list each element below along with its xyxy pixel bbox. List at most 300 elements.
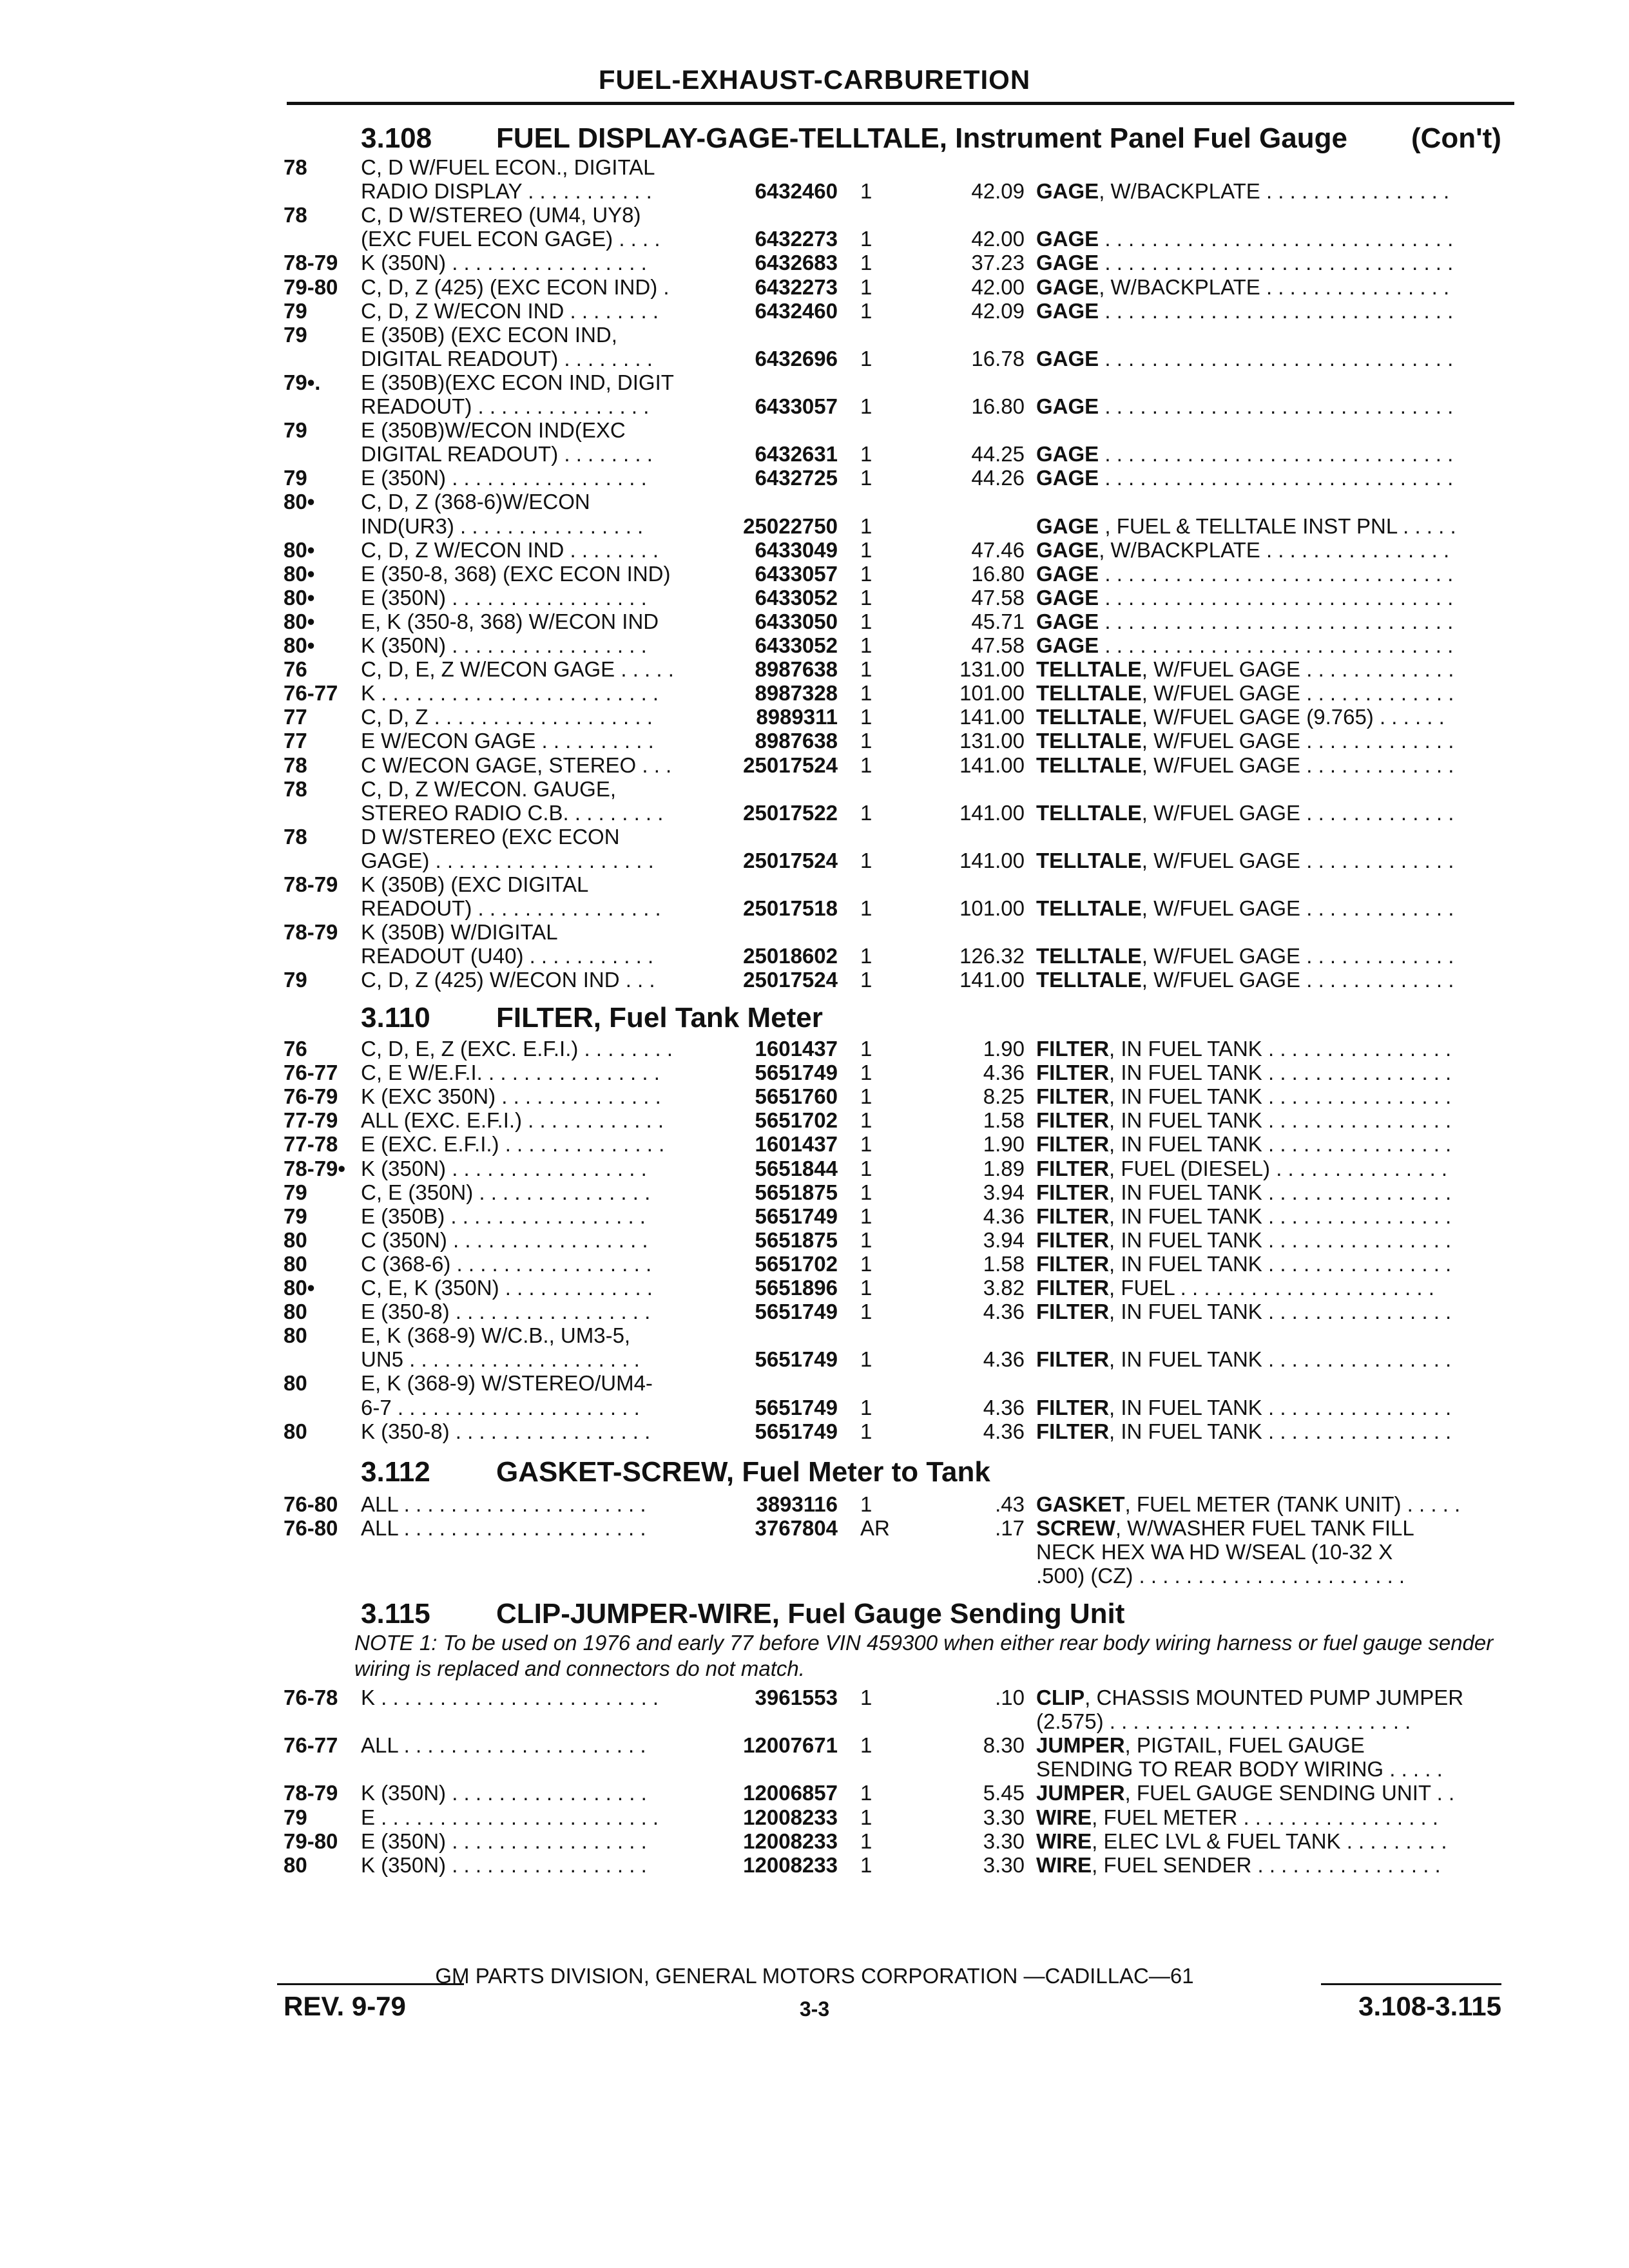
description: TELLTALE, W/FUEL GAGE . . . . . . . . . . . . .: [1036, 657, 1454, 681]
application: K (EXC 350N) . . . . . . . . . . . . . .: [361, 1084, 661, 1108]
quantity: 1: [860, 466, 872, 490]
quantity: 1: [860, 610, 872, 633]
price: 8.25: [983, 1084, 1025, 1108]
price: 3.94: [983, 1180, 1025, 1204]
table-row: [0, 1275, 1629, 1301]
price: 3.30: [983, 1853, 1025, 1877]
section-number: 3.112: [361, 1456, 430, 1488]
price: 4.36: [983, 1300, 1025, 1323]
price: 141.00: [959, 705, 1025, 729]
part-number: 6432683: [755, 251, 838, 274]
table-row: [0, 274, 1629, 300]
quantity: 1: [860, 538, 872, 562]
footer-page-number: 3-3: [799, 1997, 830, 2021]
application: E W/ECON GAGE . . . . . . . . . .: [361, 729, 654, 753]
application: E (350N) . . . . . . . . . . . . . . . . .: [361, 586, 647, 610]
application: E, K (368-9) W/STEREO/UM4-: [361, 1371, 653, 1395]
quantity: 1: [860, 1686, 872, 1709]
application: E (350B) . . . . . . . . . . . . . . . . .: [361, 1204, 646, 1228]
table-row: [0, 370, 1629, 396]
application: DIGITAL READOUT) . . . . . . . .: [361, 347, 653, 370]
quantity: 1: [860, 1204, 872, 1228]
part-number: 5651749: [755, 1061, 838, 1084]
description: WIRE, ELEC LVL & FUEL TANK . . . . . . . . .: [1036, 1829, 1447, 1853]
model-year: 79: [284, 466, 307, 490]
part-number: 5651844: [755, 1157, 838, 1180]
table-row: [0, 1492, 1629, 1517]
description: GAGE , FUEL & TELLTALE INST PNL . . . . .: [1036, 514, 1456, 538]
quantity: 1: [860, 1300, 872, 1323]
table-row: [0, 680, 1629, 706]
part-number: 6433052: [755, 633, 838, 657]
table-row: [0, 441, 1629, 467]
description: FILTER, IN FUEL TANK . . . . . . . . . . . . . . . .: [1036, 1419, 1452, 1443]
quantity: 1: [860, 179, 872, 203]
description: GAGE . . . . . . . . . . . . . . . . . . . . . . . . . . . . . .: [1036, 610, 1454, 633]
quantity: 1: [860, 1853, 872, 1877]
quantity: 1: [860, 1492, 872, 1516]
price: 141.00: [959, 849, 1025, 872]
price: 4.36: [983, 1419, 1025, 1443]
table-row: [0, 1709, 1629, 1735]
application: K (350N) . . . . . . . . . . . . . . . . .: [361, 1157, 647, 1180]
application: C, D, Z . . . . . . . . . . . . . . . . . . .: [361, 705, 653, 729]
description: JUMPER, PIGTAIL, FUEL GAUGE: [1036, 1733, 1365, 1757]
part-number: 6433057: [755, 394, 838, 418]
table-row: [0, 872, 1629, 898]
model-year: 78-79: [284, 920, 338, 944]
footer-publisher: GM PARTS DIVISION, GENERAL MOTORS CORPORATION —CADILLAC—61: [435, 1964, 1194, 1988]
quantity: 1: [860, 681, 872, 705]
model-year: 78-79•: [284, 1157, 345, 1180]
part-number: 5651760: [755, 1084, 838, 1108]
description: TELLTALE, W/FUEL GAGE . . . . . . . . . . . . .: [1036, 681, 1454, 705]
quantity: 1: [860, 896, 872, 920]
quantity: 1: [860, 1132, 872, 1156]
quantity: 1: [860, 1084, 872, 1108]
table-row: [0, 633, 1629, 658]
model-year: 80•: [284, 538, 315, 562]
application: UN5 . . . . . . . . . . . . . . . . . . . .: [361, 1347, 640, 1371]
quantity: 1: [860, 968, 872, 992]
model-year: 79-80: [284, 275, 338, 299]
part-number: 8987328: [755, 681, 838, 705]
part-number: 5651749: [755, 1419, 838, 1443]
price: 16.80: [971, 394, 1025, 418]
price: 131.00: [959, 657, 1025, 681]
price: 16.78: [971, 347, 1025, 370]
table-row: [0, 1084, 1629, 1110]
table-row: [0, 1156, 1629, 1182]
model-year: 76-77: [284, 681, 338, 705]
price: 3.94: [983, 1228, 1025, 1252]
application: RADIO DISPLAY . . . . . . . . . . .: [361, 179, 652, 203]
price: 3.30: [983, 1805, 1025, 1829]
table-row: [0, 250, 1629, 276]
price: 5.45: [983, 1781, 1025, 1805]
application: K . . . . . . . . . . . . . . . . . . . . . . . .: [361, 681, 659, 705]
description: TELLTALE, W/FUEL GAGE . . . . . . . . . . . . .: [1036, 968, 1454, 992]
section-heading: FUEL DISPLAY-GAGE-TELLTALE, Instrument Panel Fuel Gauge: [496, 122, 1347, 154]
description: (2.575) . . . . . . . . . . . . . . . . . . . . . . . . . .: [1036, 1709, 1411, 1733]
model-year: 80•: [284, 610, 315, 633]
part-number: 5651702: [755, 1108, 838, 1132]
table-row: [0, 776, 1629, 802]
table-row: [0, 346, 1629, 372]
model-year: 80•: [284, 562, 315, 586]
model-year: 78: [284, 753, 307, 777]
table-row: [0, 1733, 1629, 1758]
application: K (350B) W/DIGITAL: [361, 920, 558, 944]
description: GAGE . . . . . . . . . . . . . . . . . . . . . . . . . . . . . .: [1036, 466, 1454, 490]
price: 101.00: [959, 681, 1025, 705]
model-year: 80: [284, 1228, 307, 1252]
quantity: 1: [860, 227, 872, 251]
table-row: [0, 1515, 1629, 1541]
description: SCREW, W/WASHER FUEL TANK FILL: [1036, 1516, 1414, 1540]
part-number: 12008233: [743, 1829, 838, 1853]
table-row: [0, 1852, 1629, 1878]
table-row: [0, 1395, 1629, 1421]
price: 1.90: [983, 1132, 1025, 1156]
model-year: 79•.: [284, 370, 321, 394]
description: GAGE, W/BACKPLATE . . . . . . . . . . . . . . . .: [1036, 538, 1450, 562]
price: 42.00: [971, 275, 1025, 299]
table-row: [0, 1036, 1629, 1062]
section-heading: CLIP-JUMPER-WIRE, Fuel Gauge Sending Unit: [496, 1598, 1125, 1629]
price: 1.58: [983, 1108, 1025, 1132]
part-number: 3961553: [755, 1686, 838, 1709]
quantity: AR: [860, 1516, 890, 1540]
application: K (350N) . . . . . . . . . . . . . . . . .: [361, 633, 647, 657]
quantity: 1: [860, 753, 872, 777]
part-number: 6432460: [755, 179, 838, 203]
quantity: 1: [860, 299, 872, 323]
table-row: [0, 322, 1629, 348]
table-row: [0, 967, 1629, 993]
description: CLIP, CHASSIS MOUNTED PUMP JUMPER: [1036, 1686, 1464, 1709]
model-year: 79: [284, 1805, 307, 1829]
table-row: [0, 514, 1629, 539]
price: 131.00: [959, 729, 1025, 753]
model-year: 78-79: [284, 872, 338, 896]
application: C, D W/STEREO (UM4, UY8): [361, 203, 641, 227]
section-title: [361, 1002, 823, 1034]
description: TELLTALE, W/FUEL GAGE . . . . . . . . . . . . .: [1036, 896, 1454, 920]
model-year: 76-80: [284, 1516, 338, 1540]
description: GAGE . . . . . . . . . . . . . . . . . . . . . . . . . . . . . .: [1036, 251, 1454, 274]
table-row: [0, 919, 1629, 945]
application: GAGE) . . . . . . . . . . . . . . . . . . .: [361, 849, 654, 872]
table-row: [0, 585, 1629, 611]
application: IND(UR3) . . . . . . . . . . . . . . . .: [361, 514, 644, 538]
section-heading: GASKET-SCREW, Fuel Meter to Tank: [496, 1456, 990, 1488]
application: E . . . . . . . . . . . . . . . . . . . . . . . .: [361, 1805, 659, 1829]
application: C, E W/E.F.I. . . . . . . . . . . . . . . .: [361, 1061, 660, 1084]
application: C, E (350N) . . . . . . . . . . . . . . .: [361, 1180, 651, 1204]
price: 42.00: [971, 227, 1025, 251]
part-number: 1601437: [755, 1132, 838, 1156]
table-row: [0, 800, 1629, 826]
quantity: 1: [860, 275, 872, 299]
part-number: 25017518: [743, 896, 838, 920]
part-number: 25017524: [743, 968, 838, 992]
quantity: 1: [860, 394, 872, 418]
application: E, K (368-9) W/C.B., UM3-5,: [361, 1323, 631, 1347]
description: FILTER, IN FUEL TANK . . . . . . . . . . . . . . . .: [1036, 1037, 1452, 1061]
table-row: [0, 1227, 1629, 1253]
part-number: 8987638: [755, 657, 838, 681]
application: C, D, Z (368-6)W/ECON: [361, 490, 590, 514]
description: TELLTALE, W/FUEL GAGE . . . . . . . . . . . . .: [1036, 753, 1454, 777]
description: GAGE . . . . . . . . . . . . . . . . . . . . . . . . . . . . . .: [1036, 562, 1454, 586]
table-row: [0, 1563, 1629, 1589]
quantity: 1: [860, 1037, 872, 1061]
model-year: 78: [284, 777, 307, 801]
description: GAGE, W/BACKPLATE . . . . . . . . . . . . . . . .: [1036, 275, 1450, 299]
price: 42.09: [971, 179, 1025, 203]
model-year: 80: [284, 1853, 307, 1877]
table-row: [0, 848, 1629, 874]
part-number: 5651875: [755, 1228, 838, 1252]
table-row: [0, 657, 1629, 682]
part-number: 6432696: [755, 347, 838, 370]
price: 47.58: [971, 633, 1025, 657]
quantity: 1: [860, 1805, 872, 1829]
description: FILTER, IN FUEL TANK . . . . . . . . . . . . . . . .: [1036, 1180, 1452, 1204]
table-row: [0, 394, 1629, 419]
table-row: [0, 1805, 1629, 1831]
price: 126.32: [959, 944, 1025, 968]
price: 16.80: [971, 562, 1025, 586]
description: FILTER, IN FUEL TANK . . . . . . . . . . . . . . . .: [1036, 1108, 1452, 1132]
footer-section-range: 3.108-3.115: [1358, 1991, 1501, 2021]
model-year: 78: [284, 203, 307, 227]
table-row: [0, 178, 1629, 204]
part-number: 6433052: [755, 586, 838, 610]
table-row: [0, 1131, 1629, 1157]
model-year: 76-78: [284, 1686, 338, 1709]
model-year: 80•: [284, 586, 315, 610]
quantity: 1: [860, 586, 872, 610]
model-year: 76-77: [284, 1733, 338, 1757]
price: 8.30: [983, 1733, 1025, 1757]
model-year: 80: [284, 1371, 307, 1395]
application: C, D, E, Z W/ECON GAGE . . . . .: [361, 657, 674, 681]
model-year: 76-80: [284, 1492, 338, 1516]
application: STEREO RADIO C.B. . . . . . . . .: [361, 801, 664, 825]
part-number: 3893116: [756, 1492, 838, 1516]
application: ALL . . . . . . . . . . . . . . . . . . . . .: [361, 1492, 646, 1516]
page-header-title: FUEL-EXHAUST-CARBURETION: [598, 64, 1031, 95]
description: TELLTALE, W/FUEL GAGE . . . . . . . . . . . . .: [1036, 801, 1454, 825]
table-row: [0, 298, 1629, 324]
model-year: 79: [284, 968, 307, 992]
model-year: 79: [284, 1204, 307, 1228]
table-row: [0, 1204, 1629, 1229]
price: 141.00: [959, 968, 1025, 992]
application: E (EXC. E.F.I.) . . . . . . . . . . . . . .: [361, 1132, 665, 1156]
quantity: 1: [860, 849, 872, 872]
application: READOUT) . . . . . . . . . . . . . . . .: [361, 896, 661, 920]
table-row: [0, 1323, 1629, 1349]
description: FILTER, IN FUEL TANK . . . . . . . . . . . . . . . .: [1036, 1347, 1452, 1371]
table-row: [0, 1108, 1629, 1133]
part-number: 5651749: [755, 1347, 838, 1371]
part-number: 6432631: [755, 442, 838, 466]
quantity: 1: [860, 1228, 872, 1252]
price: 1.90: [983, 1037, 1025, 1061]
application: C, D, E, Z (EXC. E.F.I.) . . . . . . . .: [361, 1037, 673, 1061]
section-number: 3.110: [361, 1002, 430, 1033]
part-number: 25022750: [743, 514, 838, 538]
application: C, D, Z W/ECON. GAUGE,: [361, 777, 617, 801]
price: 141.00: [959, 801, 1025, 825]
table-row: [0, 753, 1629, 778]
application: (EXC FUEL ECON GAGE) . . . .: [361, 227, 660, 251]
table-row: [0, 728, 1629, 754]
description: TELLTALE, W/FUEL GAGE (9.765) . . . . . .: [1036, 705, 1445, 729]
model-year: 78-79: [284, 251, 338, 274]
table-row: [0, 1419, 1629, 1445]
description: GAGE . . . . . . . . . . . . . . . . . . . . . . . . . . . . . .: [1036, 299, 1454, 323]
price: .43: [995, 1492, 1025, 1516]
quantity: 1: [860, 944, 872, 968]
application: E (350B)W/ECON IND(EXC: [361, 418, 626, 442]
section-title: [361, 122, 1501, 155]
price: 1.58: [983, 1252, 1025, 1276]
model-year: 77-78: [284, 1132, 338, 1156]
table-row: [0, 202, 1629, 228]
application: K (350N) . . . . . . . . . . . . . . . . .: [361, 1853, 647, 1877]
table-row: [0, 943, 1629, 969]
price: 37.23: [971, 251, 1025, 274]
part-number: 12007671: [743, 1733, 838, 1757]
application: C, D, Z (425) W/ECON IND . . .: [361, 968, 655, 992]
description: FILTER, IN FUEL TANK . . . . . . . . . . . . . . . .: [1036, 1084, 1452, 1108]
application: E (350N) . . . . . . . . . . . . . . . . .: [361, 1829, 647, 1853]
model-year: 79: [284, 299, 307, 323]
quantity: 1: [860, 1347, 872, 1371]
application: C W/ECON GAGE, STEREO . . .: [361, 753, 672, 777]
model-year: 80: [284, 1300, 307, 1323]
part-number: 25017522: [743, 801, 838, 825]
application: C, D, Z W/ECON IND . . . . . . . .: [361, 299, 659, 323]
header-rule: [287, 102, 1514, 105]
price: 3.82: [983, 1276, 1025, 1300]
description: FILTER, FUEL . . . . . . . . . . . . . . . . . . . . . .: [1036, 1276, 1434, 1300]
price: 47.46: [971, 538, 1025, 562]
section-note: NOTE 1: To be used on 1976 and early 77 before VIN 459300 when either rear body wiring harness or fuel gauge sender wiring is replaced and connectors do not match.: [354, 1631, 1494, 1680]
quantity: 1: [860, 1419, 872, 1443]
price: 45.71: [971, 610, 1025, 633]
price: 44.25: [971, 442, 1025, 466]
application: C, E, K (350N) . . . . . . . . . . . . .: [361, 1276, 653, 1300]
table-row: [0, 1829, 1629, 1854]
model-year: 76-79: [284, 1084, 338, 1108]
model-year: 80•: [284, 1276, 315, 1300]
quantity: 1: [860, 1108, 872, 1132]
part-number: 8987638: [755, 729, 838, 753]
description: FILTER, IN FUEL TANK . . . . . . . . . . . . . . . .: [1036, 1204, 1452, 1228]
part-number: 5651702: [755, 1252, 838, 1276]
description: .500) (CZ) . . . . . . . . . . . . . . . . . . . . . . .: [1036, 1564, 1405, 1588]
application: ALL (EXC. E.F.I.) . . . . . . . . . . . .: [361, 1108, 664, 1132]
description: NECK HEX WA HD W/SEAL (10-32 X: [1036, 1540, 1393, 1564]
application: K (350-8) . . . . . . . . . . . . . . . . .: [361, 1419, 651, 1443]
quantity: 1: [860, 1061, 872, 1084]
model-year: 78: [284, 155, 307, 179]
model-year: 79-80: [284, 1829, 338, 1853]
description: FILTER, IN FUEL TANK . . . . . . . . . . . . . . . .: [1036, 1228, 1452, 1252]
model-year: 80•: [284, 633, 315, 657]
part-number: 6433057: [755, 562, 838, 586]
part-number: 12008233: [743, 1853, 838, 1877]
application: C, D W/FUEL ECON., DIGITAL: [361, 155, 655, 179]
description: SENDING TO REAR BODY WIRING . . . . .: [1036, 1757, 1443, 1781]
quantity: 1: [860, 1733, 872, 1757]
quantity: 1: [860, 705, 872, 729]
part-number: 6433050: [755, 610, 838, 633]
table-row: [0, 896, 1629, 921]
part-number: 6432460: [755, 299, 838, 323]
part-number: 5651896: [755, 1276, 838, 1300]
application: C, D, Z W/ECON IND . . . . . . . .: [361, 538, 659, 562]
model-year: 80: [284, 1419, 307, 1443]
part-number: 12006857: [743, 1781, 838, 1805]
description: TELLTALE, W/FUEL GAGE . . . . . . . . . . . . .: [1036, 849, 1454, 872]
application: K . . . . . . . . . . . . . . . . . . . . . . . .: [361, 1686, 659, 1709]
application: 6-7 . . . . . . . . . . . . . . . . . . . . .: [361, 1396, 640, 1419]
description: WIRE, FUEL METER . . . . . . . . . . . . . . . . .: [1036, 1805, 1439, 1829]
table-row: [0, 226, 1629, 252]
part-number: 6432725: [755, 466, 838, 490]
table-row: [0, 1251, 1629, 1277]
application: C (350N) . . . . . . . . . . . . . . . . .: [361, 1228, 648, 1252]
description: TELLTALE, W/FUEL GAGE . . . . . . . . . . . . .: [1036, 729, 1454, 753]
part-number: 5651749: [755, 1300, 838, 1323]
price: 4.36: [983, 1061, 1025, 1084]
table-row: [0, 537, 1629, 563]
description: WIRE, FUEL SENDER . . . . . . . . . . . . . . . .: [1036, 1853, 1441, 1877]
section-number: 3.115: [361, 1598, 430, 1629]
description: FILTER, IN FUEL TANK . . . . . . . . . . . . . . . .: [1036, 1061, 1452, 1084]
table-row: [0, 465, 1629, 491]
application: E, K (350-8, 368) W/ECON IND: [361, 610, 659, 633]
quantity: 1: [860, 514, 872, 538]
application: E (350N) . . . . . . . . . . . . . . . . .: [361, 466, 647, 490]
description: FILTER, IN FUEL TANK . . . . . . . . . . . . . . . .: [1036, 1252, 1452, 1276]
description: GAGE . . . . . . . . . . . . . . . . . . . . . . . . . . . . . .: [1036, 442, 1454, 466]
description: GAGE . . . . . . . . . . . . . . . . . . . . . . . . . . . . . .: [1036, 227, 1454, 251]
model-year: 77: [284, 729, 307, 753]
table-row: [0, 489, 1629, 515]
model-year: 76: [284, 1037, 307, 1061]
price: 4.36: [983, 1347, 1025, 1371]
table-row: [0, 1060, 1629, 1086]
footer-revision: REV. 9-79: [284, 1991, 406, 2021]
description: GAGE . . . . . . . . . . . . . . . . . . . . . . . . . . . . . .: [1036, 347, 1454, 370]
table-row: [0, 1780, 1629, 1806]
model-year: 80•: [284, 490, 315, 514]
description: FILTER, IN FUEL TANK . . . . . . . . . . . . . . . .: [1036, 1300, 1452, 1323]
section-number: 3.108: [361, 122, 432, 154]
table-row: [0, 561, 1629, 587]
part-number: 1601437: [755, 1037, 838, 1061]
quantity: 1: [860, 562, 872, 586]
quantity: 1: [860, 347, 872, 370]
description: GAGE . . . . . . . . . . . . . . . . . . . . . . . . . . . . . .: [1036, 633, 1454, 657]
